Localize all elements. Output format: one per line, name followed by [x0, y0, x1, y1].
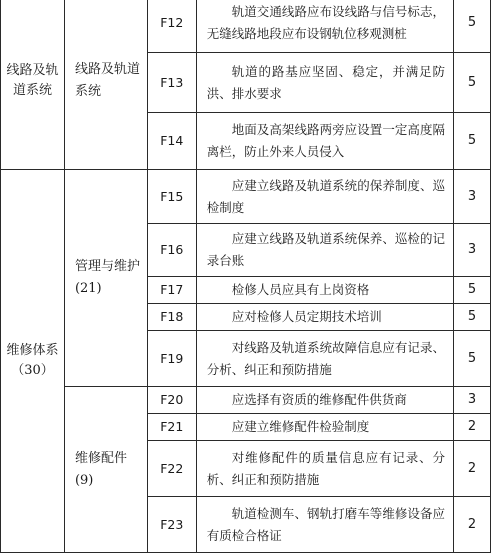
item-description: 应建立线路及轨道系统的保养制度、巡检制度 [196, 170, 453, 224]
item-code: F23 [147, 497, 196, 553]
category-cell: 维修体系（30） [1, 170, 65, 553]
item-code: F21 [147, 414, 196, 441]
item-score: 5 [454, 277, 491, 304]
item-score: 3 [454, 170, 491, 224]
item-score: 2 [454, 497, 491, 553]
item-code: F14 [147, 113, 196, 170]
item-score: 5 [454, 113, 491, 170]
item-description: 应建立线路及轨道系统保养、巡检的记录台账 [196, 224, 453, 277]
item-code: F22 [147, 441, 196, 497]
item-score: 2 [454, 414, 491, 441]
subcategory-cell: 维修配件(9) [64, 387, 147, 553]
item-score: 2 [454, 441, 491, 497]
item-description: 对线路及轨道系统故障信息应有记录、分析、纠正和预防措施 [196, 331, 453, 387]
subcategory-cell: 管理与维护(21) [64, 170, 147, 387]
item-code: F13 [147, 53, 196, 113]
item-description: 检修人员应具有上岗资格 [196, 277, 453, 304]
item-code: F15 [147, 170, 196, 224]
item-code: F18 [147, 304, 196, 331]
table-row [1, 170, 491, 224]
table-row [1, 0, 491, 53]
item-score: 5 [454, 331, 491, 387]
item-score: 5 [454, 304, 491, 331]
item-code: F19 [147, 331, 196, 387]
item-description: 应对检修人员定期技术培训 [196, 304, 453, 331]
item-code: F17 [147, 277, 196, 304]
item-description: 轨道交通线路应布设线路与信号标志，无缝线路地段应布设钢轨位移观测桩 [196, 0, 453, 53]
item-description: 轨道检测车、钢轨打磨车等维修设备应有质检合格证 [196, 497, 453, 553]
item-score: 3 [454, 387, 491, 414]
item-code: F20 [147, 387, 196, 414]
item-code: F12 [147, 0, 196, 53]
category-cell: 线路及轨道系统 [1, 0, 65, 170]
item-score: 5 [454, 53, 491, 113]
item-description: 应建立维修配件检验制度 [196, 414, 453, 441]
item-description: 地面及高架线路两旁应设置一定高度隔离栏，防止外来人员侵入 [196, 113, 453, 170]
item-code: F16 [147, 224, 196, 277]
item-description: 对维修配件的质量信息应有记录、分析、纠正和预防措施 [196, 441, 453, 497]
table-row [1, 387, 491, 414]
subcategory-cell: 线路及轨道系统 [64, 0, 147, 170]
item-score: 3 [454, 224, 491, 277]
item-description: 轨道的路基应坚固、稳定，并满足防洪、排水要求 [196, 53, 453, 113]
item-description: 应选择有资质的维修配件供货商 [196, 387, 453, 414]
item-score: 5 [454, 0, 491, 53]
